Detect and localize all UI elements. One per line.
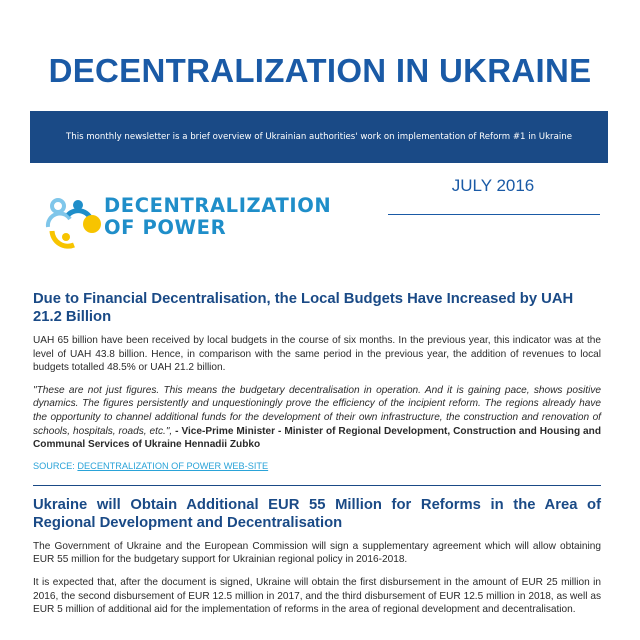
date-underline <box>388 214 600 215</box>
article-1-quote-block <box>33 384 601 452</box>
article-1-attribution: - Vice-Prime Minister - Minister of Regional Development, Construction and Housing and Communal Services of Ukraine Hennadii Zubko <box>33 425 601 451</box>
article-1-paragraph: UAH 65 billion have been received by local budgets in the course of six months. In the previous year, this indicator was at the level of UAH 43.8 billion. Hence, in comparison with the same period in the previous year, the addition of revenues to local budgets totalled 48.5% or UAH 21.2 billion. <box>33 335 601 374</box>
article-1-heading: Due to Financial Decentralisation, the Local Budgets Have Increased by UAH 21.2 Billion <box>33 291 574 325</box>
article-2-heading: Ukraine will Obtain Additional EUR 55 Million for Reforms in the Area of Regional Development and Decentralisation <box>33 496 601 531</box>
article-1-source <box>33 461 601 471</box>
source-label: SOURCE: <box>33 460 78 471</box>
newsletter-banner <box>30 111 608 163</box>
logo-line-2: OF POWER <box>104 216 227 239</box>
logo-wordmark <box>104 195 331 239</box>
article-1-quote: "These are not just figures. This means the budgetary decentralisation in operation. And it is gaining pace, shows positive dynamics. The figures persistently and unquestioningly prove the efficiency of the incipient reform. The regions already have the opportunity to channel additional funds for the development of their own infrastructure, the construction and renovation of schools, hospitals, roads, etc.", <box>33 384 601 437</box>
source-link[interactable]: DECENTRALIZATION OF POWER WEB-SITE <box>77 460 269 471</box>
decentralization-logo-icon <box>44 193 106 249</box>
issue-date: JULY 2016 <box>451 176 535 195</box>
article-2-paragraph-1: The Government of Ukraine and the European Commission will sign a supplementary agreement which will allow obtaining EUR 55 million for the budgetary support for Ukrainian regional policy in 2016-2018. <box>33 540 601 566</box>
banner-text: This monthly newsletter is a brief overview of Ukrainian authorities' work on implementation of Reform #1 in Ukraine <box>66 132 572 142</box>
logo-line-1: DECENTRALIZATION <box>104 194 332 217</box>
newsletter-content <box>33 290 601 626</box>
section-divider <box>33 485 601 486</box>
article-2-paragraph-2: It is expected that, after the document is signed, Ukraine will obtain the first disbursement in the amount of EUR 25 million in 2016, the second disbursement of EUR 12.5 million in 2017, and the third disbursement of EUR 12.5 million in 2018, as well as EUR 5 million of additional aid for the implementation of reforms in the area of regional development and decentralisation. <box>33 576 601 616</box>
page-title: DECENTRALIZATION IN UKRAINE <box>48 52 592 89</box>
